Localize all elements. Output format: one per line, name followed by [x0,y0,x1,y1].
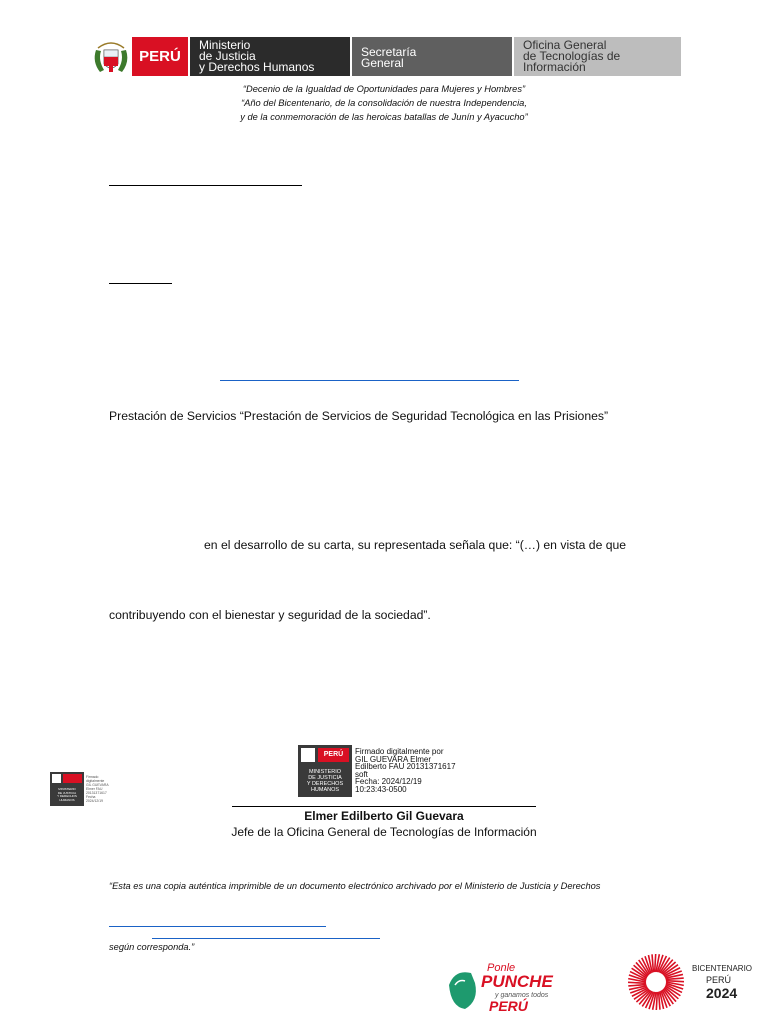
motto-line-2: “Año del Bicentenario, de la consolidación de nuestra Independencia, [241,98,527,108]
bicentenario-country: PERÚ [706,975,732,985]
bicentenario-year: 2024 [706,985,738,1001]
digital-signature-text: Firmado digitalmente por GIL GUEVARA Elmer Edilberto FAU 20131371617 soft Fecha: 2024/12/19 10:23:43-0500 [355,747,456,794]
verification-link[interactable] [152,938,380,939]
redacted-rule [109,283,172,284]
signature-line [232,806,536,807]
svg-text:PUNCHE: PUNCHE [481,972,553,991]
mini-peru-flag [63,774,82,783]
svg-text:Ponle: Ponle [487,962,516,974]
stamp-peru-label: PERÚ [318,748,349,762]
signer-name: Elmer Edilberto Gil Guevara [304,809,464,823]
bicentenario-sunburst-icon [626,952,686,1012]
digital-signature-stamp [298,745,352,797]
redacted-rule [109,185,302,186]
coat-of-arms-icon [92,40,130,76]
closing-line: contribuyendo con el bienestar y seguridad de la sociedad”. [109,608,431,622]
mini-stamp-org: MINISTERIO DE JUSTICIA Y DERECHOS HUMANOS [57,787,77,802]
secretariat-label: Secretaría General [352,37,512,76]
services-line: Prestación de Servicios “Prestación de Servicios de Seguridad Tecnológica en las Prisiones” [109,409,609,423]
stamp-org-label: MINISTERIO DE JUSTICIA Y DERECHOS HUMANOS [306,769,344,793]
motto-line-1: “Decenio de la Igualdad de Oportunidades para Mujeres y Hombres” [242,84,526,94]
copy-note: “Esta es una copia auténtica imprimible de un documento electrónico archivado por el Ministerio de Justicia y Derechos [109,881,601,891]
redacted-link[interactable] [220,380,519,381]
ponle-punche-logo [445,955,557,1015]
mini-signature-stamp [50,772,84,806]
bicentenario-label: BICENTENARIO [692,964,753,973]
letter-line: en el desarrollo de su carta, su representada señala que: “(…) en vista de que [204,538,627,552]
copy-note-end: según corresponda.” [109,942,195,952]
svg-text:PERÚ: PERÚ [489,998,528,1014]
verification-link[interactable] [109,926,326,927]
mini-signature-text: Firmado digitalmente GIL GUEVARA Elmer FAU 20131371617 Fecha 2024/12/19 [86,775,109,803]
crest-icon [301,748,315,762]
office-label: Oficina General de Tecnologías de Información [514,37,681,76]
peru-brand-label: PERÚ [132,37,188,76]
signer-role: Jefe de la Oficina General de Tecnologías de Información [231,825,537,839]
crest-icon [52,774,61,783]
ministry-label: Ministerio de Justicia y Derechos Humanos [190,37,350,76]
motto-line-3: y de la conmemoración de las heroicas batallas de Junín y Ayacucho” [240,112,528,122]
svg-text:y ganamos todos: y ganamos todos [495,992,549,999]
